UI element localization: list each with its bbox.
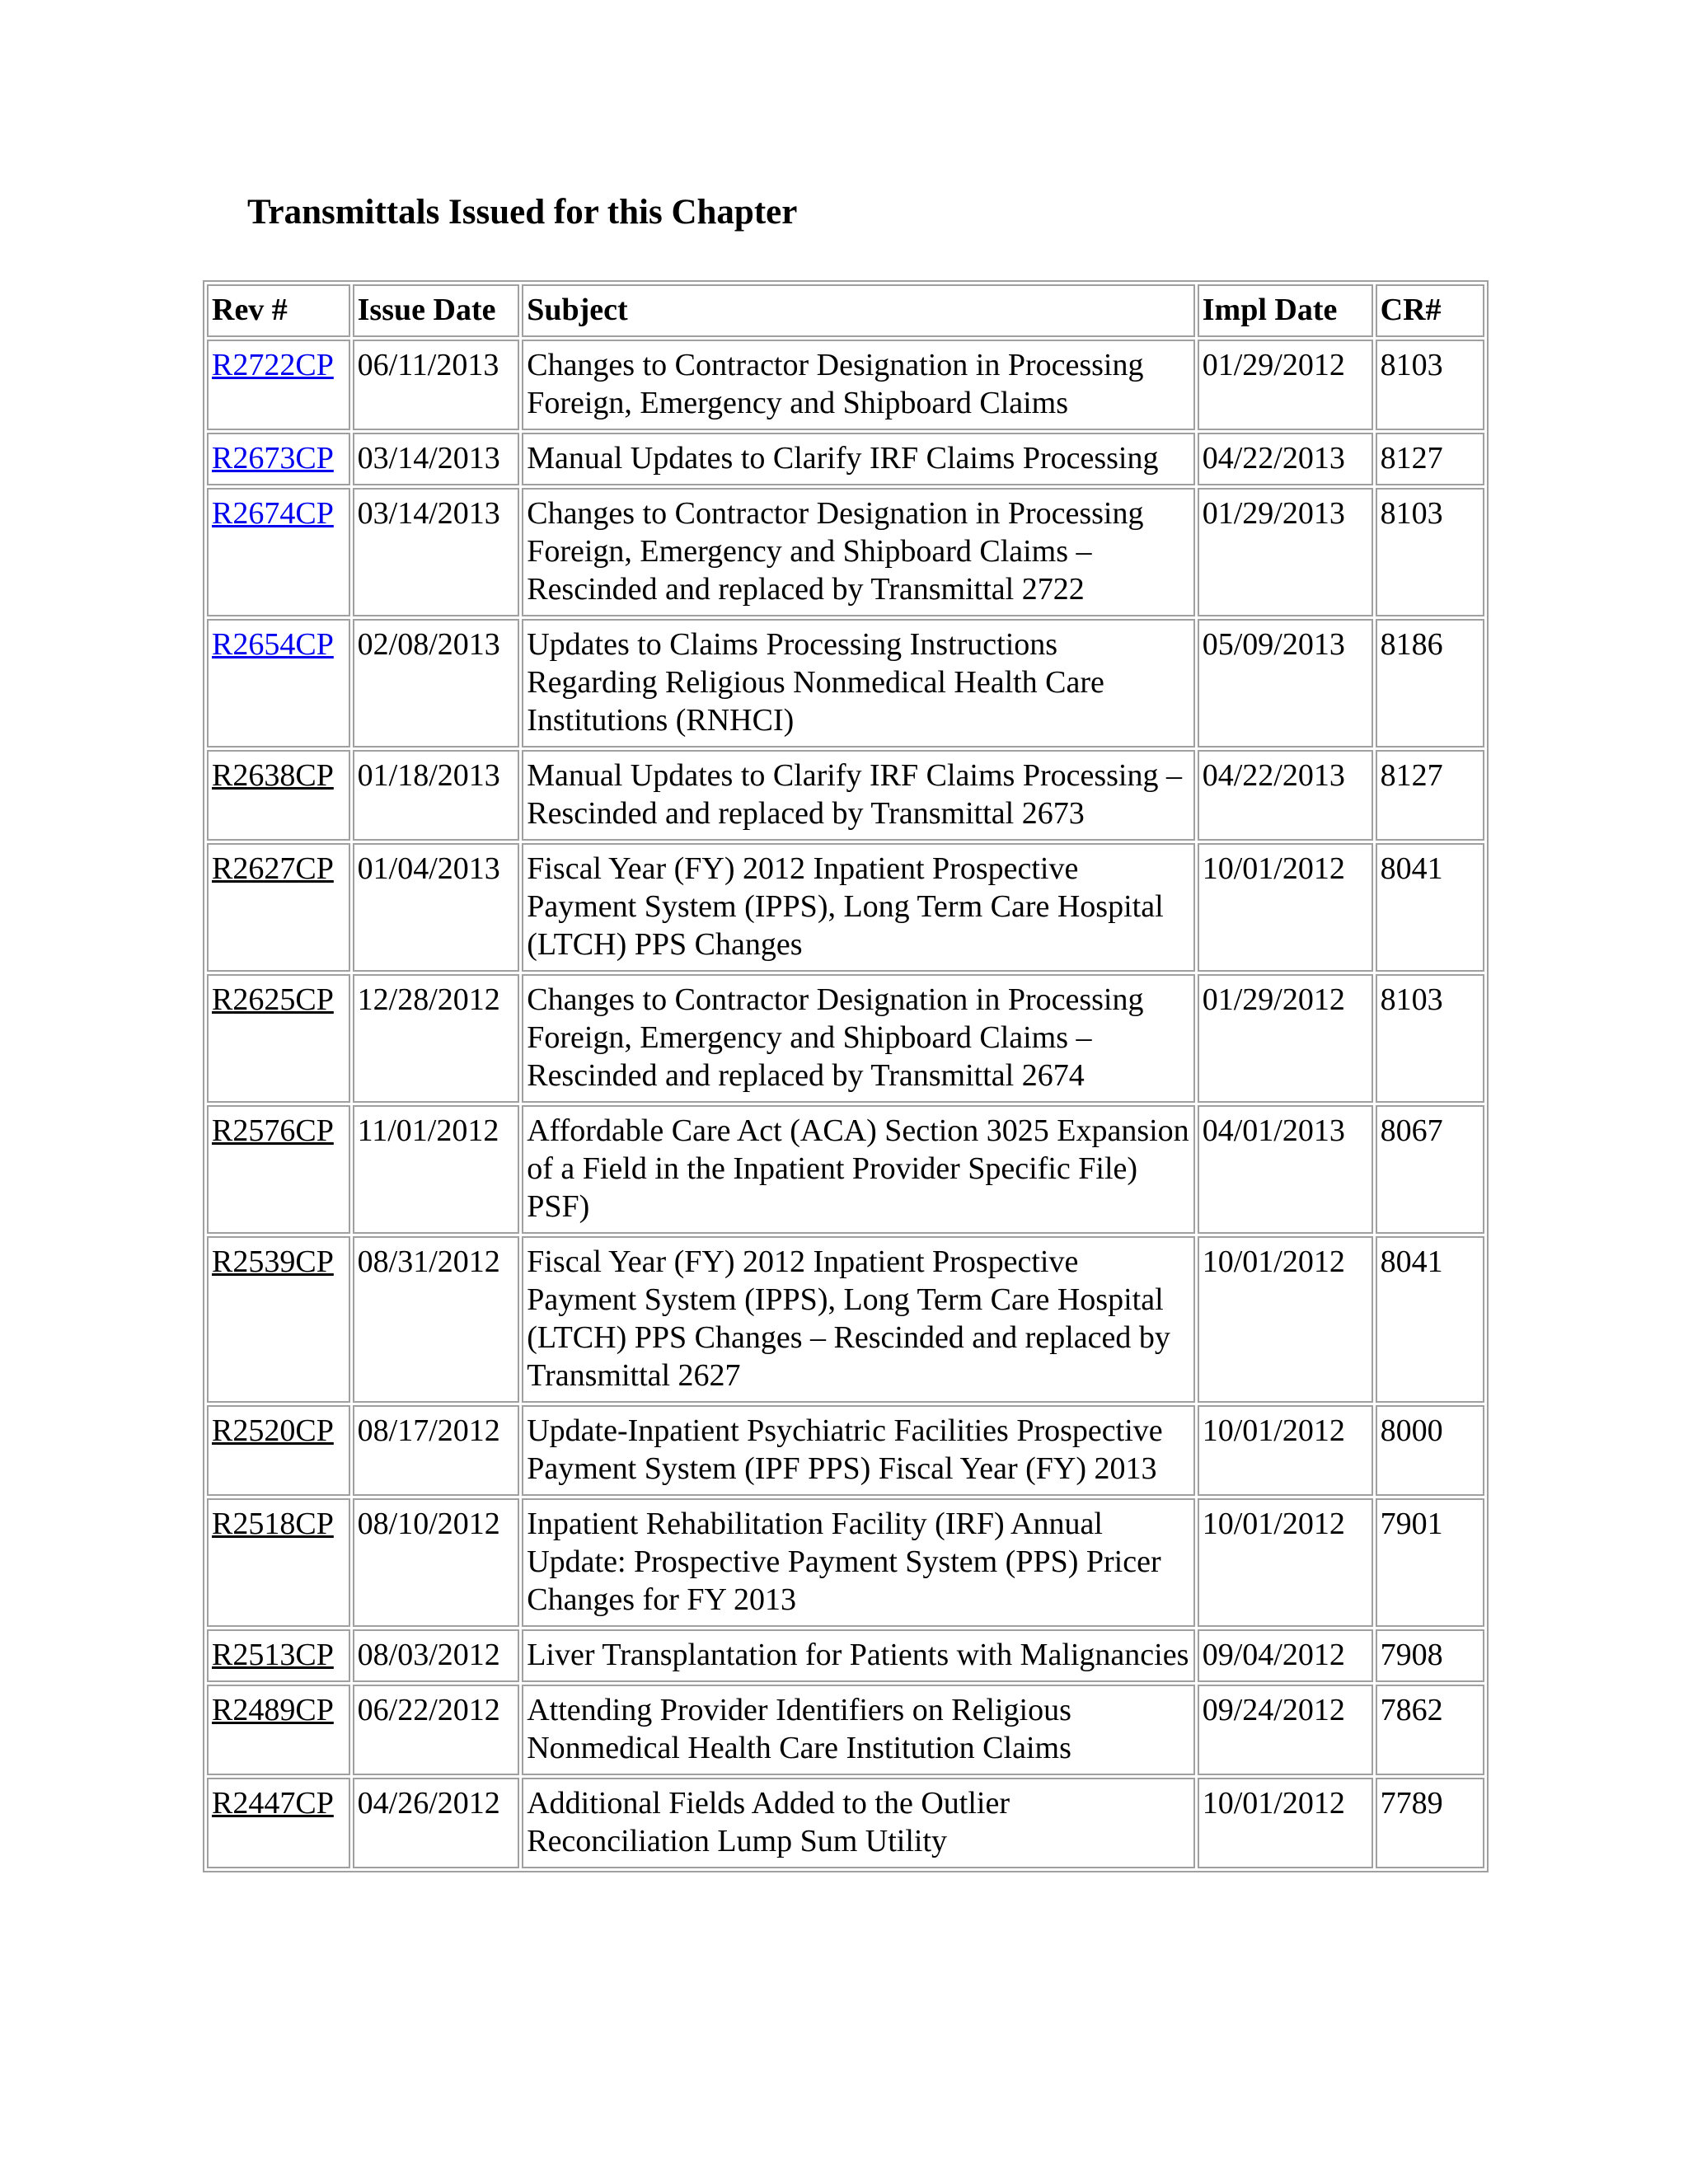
table-row <box>207 1629 1484 1682</box>
cell-impl-date: 01/29/2012 <box>1198 340 1373 430</box>
cell-issue-date: 04/26/2012 <box>353 1778 520 1868</box>
transmittals-table <box>203 280 1489 1872</box>
cell-issue-date: 08/03/2012 <box>353 1629 520 1682</box>
cell-subject: Changes to Contractor Designation in Processing Foreign, Emergency and Shipboard Claims – Rescinded and replaced by Transmittal 2722 <box>522 488 1195 616</box>
cell-cr: 8067 <box>1376 1105 1484 1234</box>
cell-subject: Fiscal Year (FY) 2012 Inpatient Prospective Payment System (IPPS), Long Term Care Hospital (LTCH) PPS Changes <box>522 843 1195 972</box>
table-row <box>207 340 1484 430</box>
cell-issue-date: 06/11/2013 <box>353 340 520 430</box>
header-subject: Subject <box>522 284 1195 337</box>
table-row <box>207 1685 1484 1775</box>
cell-impl-date: 10/01/2012 <box>1198 843 1373 972</box>
cell-impl-date: 10/01/2012 <box>1198 1236 1373 1403</box>
table-row <box>207 488 1484 616</box>
cell-rev <box>207 488 350 616</box>
header-rev: Rev # <box>207 284 350 337</box>
cell-impl-date: 05/09/2013 <box>1198 619 1373 748</box>
cell-impl-date: 10/01/2012 <box>1198 1498 1373 1627</box>
cell-rev <box>207 1629 350 1682</box>
cell-subject: Manual Updates to Clarify IRF Claims Processing <box>522 433 1195 485</box>
cell-issue-date: 01/18/2013 <box>353 750 520 841</box>
cell-subject: Updates to Claims Processing Instructions Regarding Religious Nonmedical Health Care Institutions (RNHCI) <box>522 619 1195 748</box>
rev-link[interactable]: R2539CP <box>212 1244 334 1279</box>
rev-link[interactable]: R2447CP <box>212 1786 334 1821</box>
rev-link[interactable]: R2576CP <box>212 1113 334 1148</box>
rev-link[interactable]: R2513CP <box>212 1638 334 1672</box>
cell-rev <box>207 843 350 972</box>
cell-cr: 8041 <box>1376 1236 1484 1403</box>
cell-cr: 8127 <box>1376 750 1484 841</box>
table-row <box>207 750 1484 841</box>
cell-cr: 8041 <box>1376 843 1484 972</box>
cell-issue-date: 08/10/2012 <box>353 1498 520 1627</box>
cell-cr: 8127 <box>1376 433 1484 485</box>
cell-subject: Changes to Contractor Designation in Processing Foreign, Emergency and Shipboard Claims <box>522 340 1195 430</box>
cell-issue-date: 02/08/2013 <box>353 619 520 748</box>
cell-subject: Changes to Contractor Designation in Processing Foreign, Emergency and Shipboard Claims – Rescinded and replaced by Transmittal 2674 <box>522 974 1195 1103</box>
table-header-row <box>207 284 1484 337</box>
table-row <box>207 1778 1484 1868</box>
cell-issue-date: 03/14/2013 <box>353 433 520 485</box>
cell-rev <box>207 1685 350 1775</box>
cell-issue-date: 08/31/2012 <box>353 1236 520 1403</box>
cell-cr: 8103 <box>1376 340 1484 430</box>
rev-link[interactable]: R2520CP <box>212 1413 334 1448</box>
rev-link[interactable]: R2654CP <box>212 627 334 662</box>
rev-link[interactable]: R2674CP <box>212 496 334 531</box>
cell-issue-date: 11/01/2012 <box>353 1105 520 1234</box>
cell-impl-date: 09/04/2012 <box>1198 1629 1373 1682</box>
rev-link[interactable]: R2638CP <box>212 758 334 793</box>
cell-subject: Additional Fields Added to the Outlier Reconciliation Lump Sum Utility <box>522 1778 1195 1868</box>
table-row <box>207 843 1484 972</box>
cell-rev <box>207 1236 350 1403</box>
cell-impl-date: 04/22/2013 <box>1198 433 1373 485</box>
cell-impl-date: 04/01/2013 <box>1198 1105 1373 1234</box>
rev-link[interactable]: R2489CP <box>212 1693 334 1727</box>
rev-link[interactable]: R2518CP <box>212 1507 334 1541</box>
cell-impl-date: 04/22/2013 <box>1198 750 1373 841</box>
cell-issue-date: 01/04/2013 <box>353 843 520 972</box>
cell-rev <box>207 340 350 430</box>
cell-cr: 7862 <box>1376 1685 1484 1775</box>
cell-rev <box>207 1498 350 1627</box>
cell-cr: 8103 <box>1376 488 1484 616</box>
cell-rev <box>207 433 350 485</box>
cell-rev <box>207 1778 350 1868</box>
cell-issue-date: 08/17/2012 <box>353 1405 520 1496</box>
table-row <box>207 1498 1484 1627</box>
cell-cr: 8186 <box>1376 619 1484 748</box>
table-body <box>207 340 1484 1868</box>
cell-impl-date: 10/01/2012 <box>1198 1778 1373 1868</box>
cell-rev <box>207 974 350 1103</box>
cell-rev <box>207 750 350 841</box>
cell-cr: 7789 <box>1376 1778 1484 1868</box>
rev-link[interactable]: R2673CP <box>212 441 334 476</box>
cell-impl-date: 09/24/2012 <box>1198 1685 1373 1775</box>
header-cr: CR# <box>1376 284 1484 337</box>
cell-issue-date: 03/14/2013 <box>353 488 520 616</box>
cell-cr: 7908 <box>1376 1629 1484 1682</box>
table-row <box>207 619 1484 748</box>
cell-rev <box>207 1105 350 1234</box>
table-row <box>207 433 1484 485</box>
cell-rev <box>207 1405 350 1496</box>
header-issue-date: Issue Date <box>353 284 520 337</box>
cell-issue-date: 12/28/2012 <box>353 974 520 1103</box>
rev-link[interactable]: R2722CP <box>212 348 334 382</box>
cell-subject: Update-Inpatient Psychiatric Facilities Prospective Payment System (IPF PPS) Fiscal Year (FY) 2013 <box>522 1405 1195 1496</box>
cell-cr: 7901 <box>1376 1498 1484 1627</box>
cell-impl-date: 01/29/2012 <box>1198 974 1373 1103</box>
cell-subject: Attending Provider Identifiers on Religious Nonmedical Health Care Institution Claims <box>522 1685 1195 1775</box>
cell-subject: Liver Transplantation for Patients with Malignancies <box>522 1629 1195 1682</box>
cell-cr: 8000 <box>1376 1405 1484 1496</box>
cell-cr: 8103 <box>1376 974 1484 1103</box>
cell-impl-date: 10/01/2012 <box>1198 1405 1373 1496</box>
header-impl-date: Impl Date <box>1198 284 1373 337</box>
cell-rev <box>207 619 350 748</box>
table-row <box>207 1405 1484 1496</box>
cell-subject: Manual Updates to Clarify IRF Claims Processing – Rescinded and replaced by Transmittal 2673 <box>522 750 1195 841</box>
page-title: Transmittals Issued for this Chapter <box>247 193 798 232</box>
table-row <box>207 974 1484 1103</box>
rev-link[interactable]: R2625CP <box>212 982 334 1017</box>
cell-subject: Fiscal Year (FY) 2012 Inpatient Prospective Payment System (IPPS), Long Term Care Hospital (LTCH) PPS Changes – Rescinded and replaced by Transmittal 2627 <box>522 1236 1195 1403</box>
table-row <box>207 1105 1484 1234</box>
cell-issue-date: 06/22/2012 <box>353 1685 520 1775</box>
table-row <box>207 1236 1484 1403</box>
cell-impl-date: 01/29/2013 <box>1198 488 1373 616</box>
cell-subject: Inpatient Rehabilitation Facility (IRF) Annual Update: Prospective Payment System (PPS) Pricer Changes for FY 2013 <box>522 1498 1195 1627</box>
cell-subject: Affordable Care Act (ACA) Section 3025 Expansion of a Field in the Inpatient Provider Specific File) PSF) <box>522 1105 1195 1234</box>
rev-link[interactable]: R2627CP <box>212 851 334 886</box>
